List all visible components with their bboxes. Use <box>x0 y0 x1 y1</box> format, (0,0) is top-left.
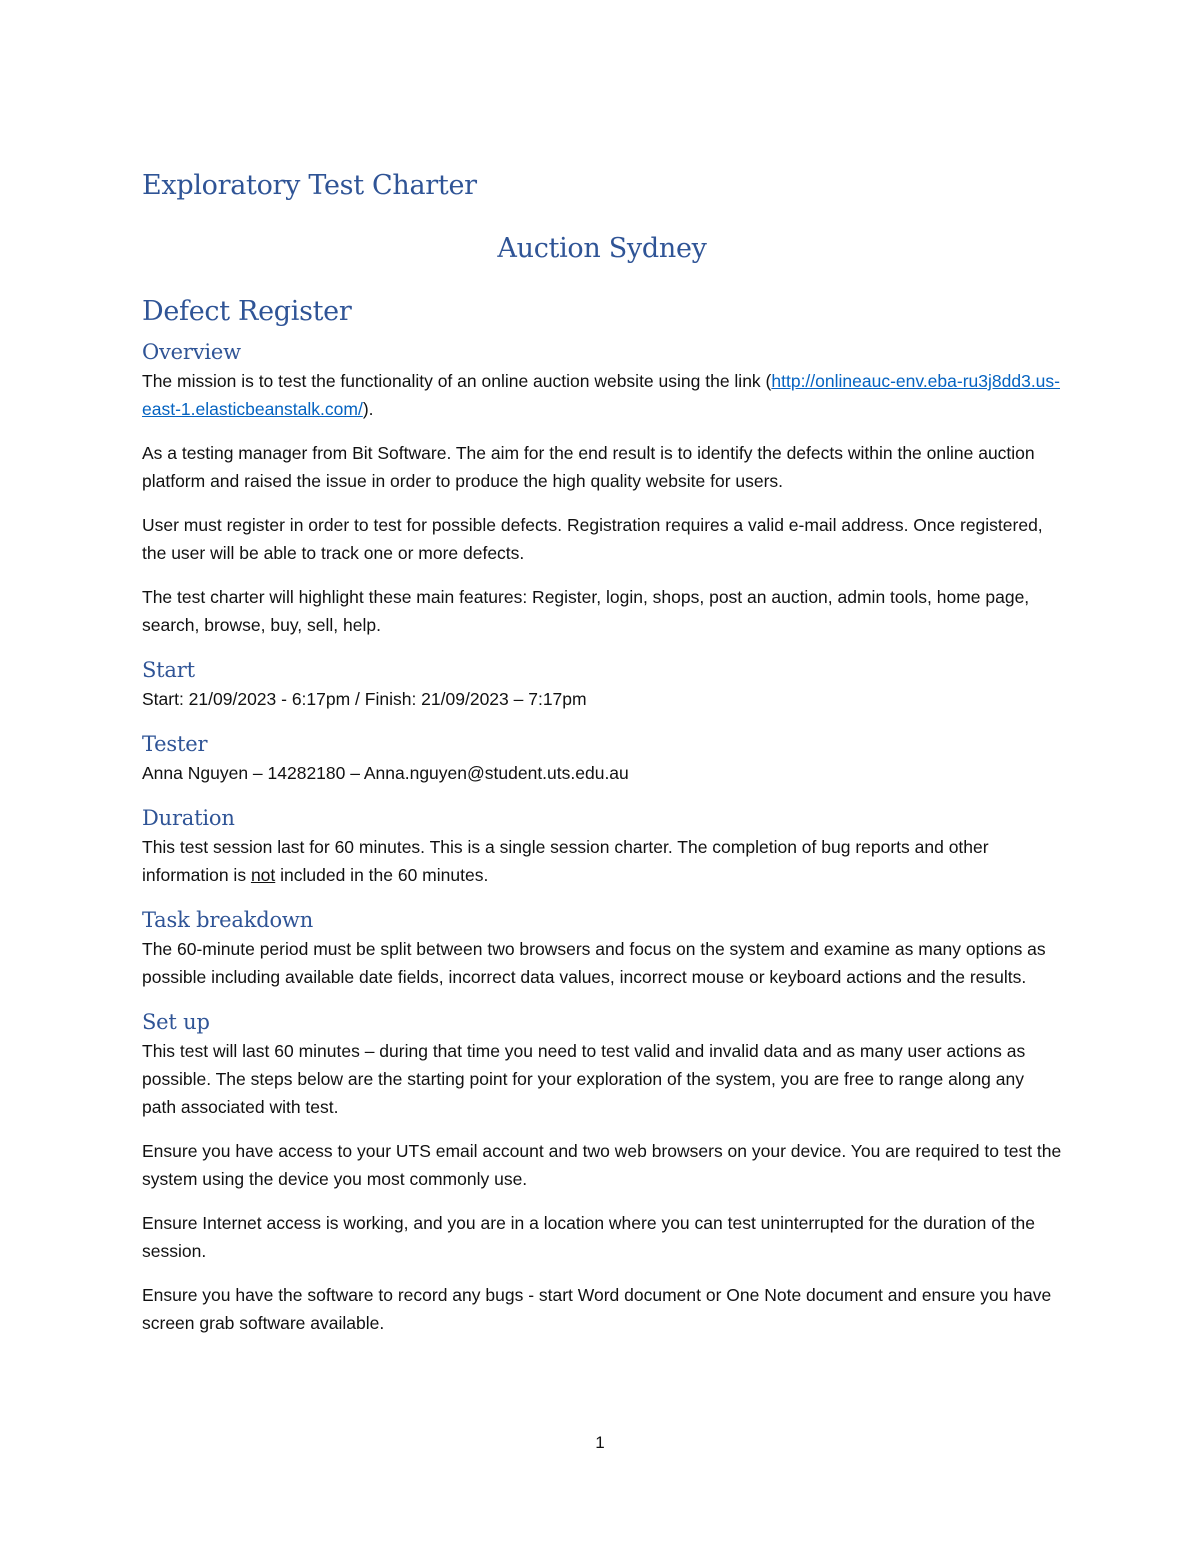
auction-site-link[interactable]: http://onlineauc-env.eba-ru3j8dd3.us-east-1.elasticbeanstalk.com/ <box>142 371 1060 419</box>
tester-text: Anna Nguyen – 14282180 – Anna.nguyen@student.uts.edu.au <box>142 763 629 783</box>
overview-paragraph-4: The test charter will highlight these main features: Register, login, shops, post an auction, admin tools, home page, search, browse, buy, sell, help. <box>142 587 1030 635</box>
setup-heading: Set up <box>142 1010 210 1034</box>
overview-heading: Overview <box>142 340 241 364</box>
start-text: Start: 21/09/2023 - 6:17pm / Finish: 21/09/2023 – 7:17pm <box>142 689 587 709</box>
setup-paragraph-3: Ensure Internet access is working, and you are in a location where you can test uninterrupted for the duration of the session. <box>142 1213 1036 1261</box>
overview-paragraph-2: As a testing manager from Bit Software. The aim for the end result is to identify the defects within the online auction platform and raised the issue in order to produce the high quality website for users. <box>142 443 1035 491</box>
duration-text-after: included in the 60 minutes. <box>275 865 489 885</box>
start-heading: Start <box>142 658 195 682</box>
setup-paragraph-1: This test will last 60 minutes – during that time you need to test valid and invalid data and as many user actions as possible. The steps below are the starting point for your exploration of the system, you are free to range along any path associated with test. <box>142 1041 1026 1117</box>
task-breakdown-heading: Task breakdown <box>142 908 314 932</box>
page-number: 1 <box>595 1433 605 1452</box>
setup-paragraph-4: Ensure you have the software to record any bugs - start Word document or One Note document and ensure you have screen grab software available. <box>142 1285 1052 1333</box>
overview-paragraph-3: User must register in order to test for possible defects. Registration requires a valid e-mail address. Once registered, the user will be able to track one or more defects. <box>142 515 1043 563</box>
overview-text-after-link: ). <box>362 399 374 419</box>
document-title: Exploratory Test Charter <box>142 170 477 201</box>
setup-paragraph-2: Ensure you have access to your UTS email account and two web browsers on your device. You are required to test the system using the device you most commonly use. <box>142 1141 1062 1189</box>
overview-paragraph-1 <box>142 367 1062 423</box>
duration-heading: Duration <box>142 806 235 830</box>
tester-heading: Tester <box>142 732 208 756</box>
document-subtitle: Auction Sydney <box>497 233 707 264</box>
task-breakdown-text: The 60-minute period must be split between two browsers and focus on the system and examine as many options as possible including available date fields, incorrect data values, incorrect mouse or keyboard actions and the results. <box>142 939 1046 987</box>
page-content <box>142 166 1062 1337</box>
duration-text-underlined: not <box>250 865 276 885</box>
overview-text-before-link: The mission is to test the functionality of an online auction website using the link ( <box>142 371 772 391</box>
duration-text-before: This test session last for 60 minutes. This is a single session charter. The completion of bug reports and other information is <box>142 837 989 885</box>
section-title: Defect Register <box>142 296 352 327</box>
duration-text <box>142 833 1062 889</box>
